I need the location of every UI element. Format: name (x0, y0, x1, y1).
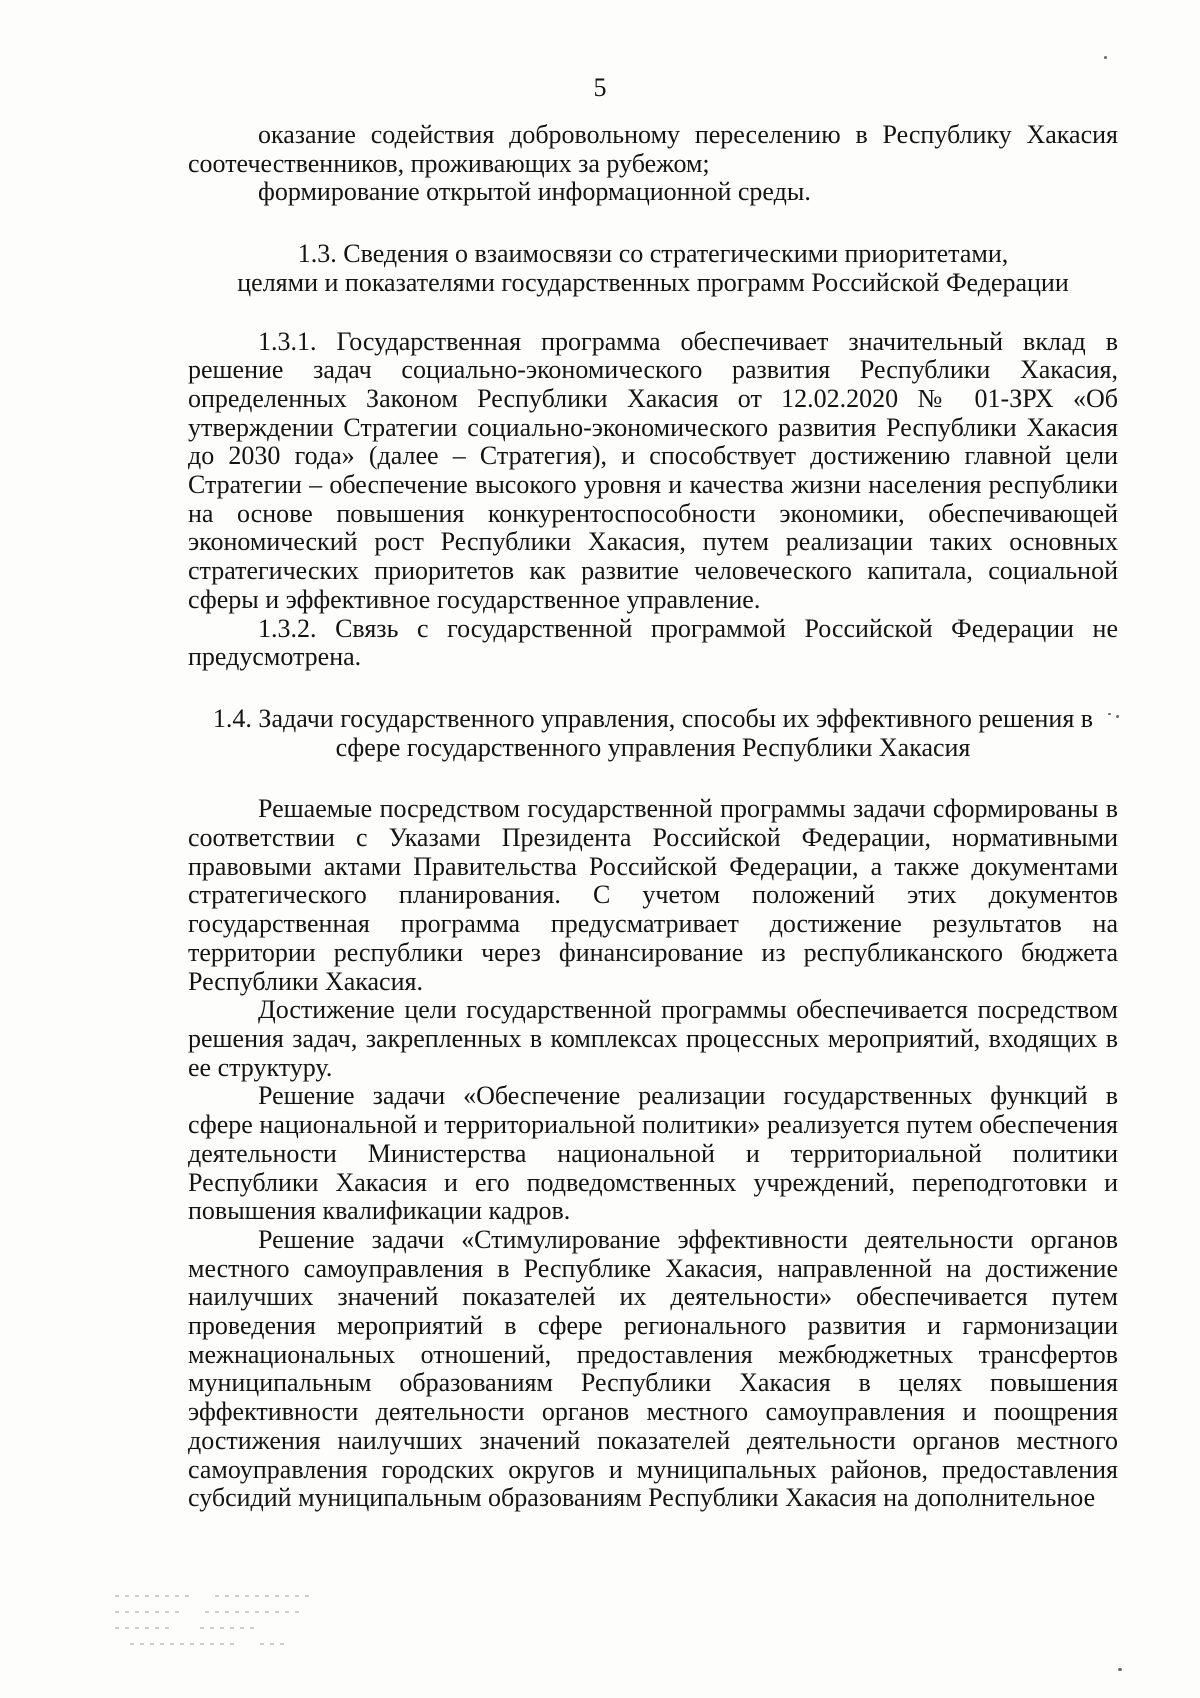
section-heading-1-4-line-1: 1.4. Задачи государственного управления, способы их эффективного решения в (212, 703, 1094, 733)
section-heading-1-3-line-2: целями и показателями государственных программ Российской Федерации (237, 267, 1069, 297)
faint-stamp-marks (110, 1586, 330, 1666)
scan-speck (1108, 713, 1111, 715)
section-heading-1-4-line-2: сфере государственного управления Республики Хакасия (335, 732, 971, 762)
section-heading-1-3 (188, 240, 1118, 297)
spacer (188, 298, 1118, 328)
paragraph-tasks-formed: Решаемые посредством государственной программы задачи сформированы в соответствии с Указами Президента Российской Федерации, нормативными правовыми актами Правительства Российской Федерации, а также документами стратегического планирования. С учетом положений этих документов государственная программа предусматривает достижение результатов на территории республики через финансирование из республиканского бюджета Республики Хакасия. (188, 794, 1118, 996)
paragraph-goal-achievement: Достижение цели государственной программы обеспечивается посредством решения задач, закрепленных в комплексах процессных мероприятий, входящих в ее структуру. (188, 995, 1118, 1082)
scan-speck (1116, 715, 1119, 718)
paragraph-open-information-environment: формирование открытой информационной среды. (258, 177, 811, 207)
paragraph-task-state-functions: Решение задачи «Обеспечение реализации государственных функций в сфере национальной и территориальной политики» реализуется путем обеспечения деятельности Министерства национальной и территориальной политики Республики Хакасия и его подведомственных учреждений, переподготовки и повышения квалификации кадров. (188, 1081, 1118, 1226)
section-heading-1-4 (188, 705, 1118, 762)
spacer (188, 207, 1118, 240)
spacer (188, 672, 1118, 705)
section-heading-1-3-line-1: 1.3. Сведения о взаимосвязи со стратегическими приоритетами, (297, 239, 1009, 269)
scan-speck (1104, 56, 1107, 59)
paragraph-1-3-1: 1.3.1. Государственная программа обеспечивает значительный вклад в решение задач социально-экономического развития Республики Хакасия, определенных Законом Республики Хакасия от 12.02.2020 № 01-ЗРХ «Об утверждении Стратегии социально-экономического развития Республики Хакасия до 2030 года» (далее – Стратегия), и способствует достижению главной цели Стратегии – обеспечение высокого уровня и качества жизни населения республики на основе повышения конкурентоспособности экономики, обеспечивающей экономический рост Республики Хакасия, путем реализации таких основных стратегических приоритетов как развитие человеческого капитала, социальной сферы и эффективное государственное управление. (188, 326, 1118, 614)
paragraph-1-3-2: 1.3.2. Связь с государственной программой Российской Федерации не предусмотрена. (188, 613, 1118, 672)
paragraph-repatriation-support: оказание содействия добровольному переселению в Республику Хакасия соотечественников, проживающих за рубежом; (188, 120, 1118, 178)
scan-speck (1118, 1668, 1122, 1671)
paragraph-task-local-government: Решение задачи «Стимулирование эффективности деятельности органов местного самоуправления в Республике Хакасия, направленной на достижение наилучших значений показателей их деятельности» обеспечивается путем проведения мероприятий в сфере регионального развития и гармонизации межнациональных отношений, предоставления межбюджетных трансфертов муниципальным образованиям Республики Хакасия в целях повышения эффективности деятельности органов местного самоуправления и поощрения достижения наилучших значений показателей деятельности органов местного самоуправления городских округов и муниципальных районов, предоставления субсидий муниципальным образованиям Республики Хакасия на дополнительное (188, 1224, 1118, 1513)
spacer (188, 762, 1118, 795)
page-number: 5 (593, 73, 607, 102)
document-body (188, 121, 1118, 1513)
